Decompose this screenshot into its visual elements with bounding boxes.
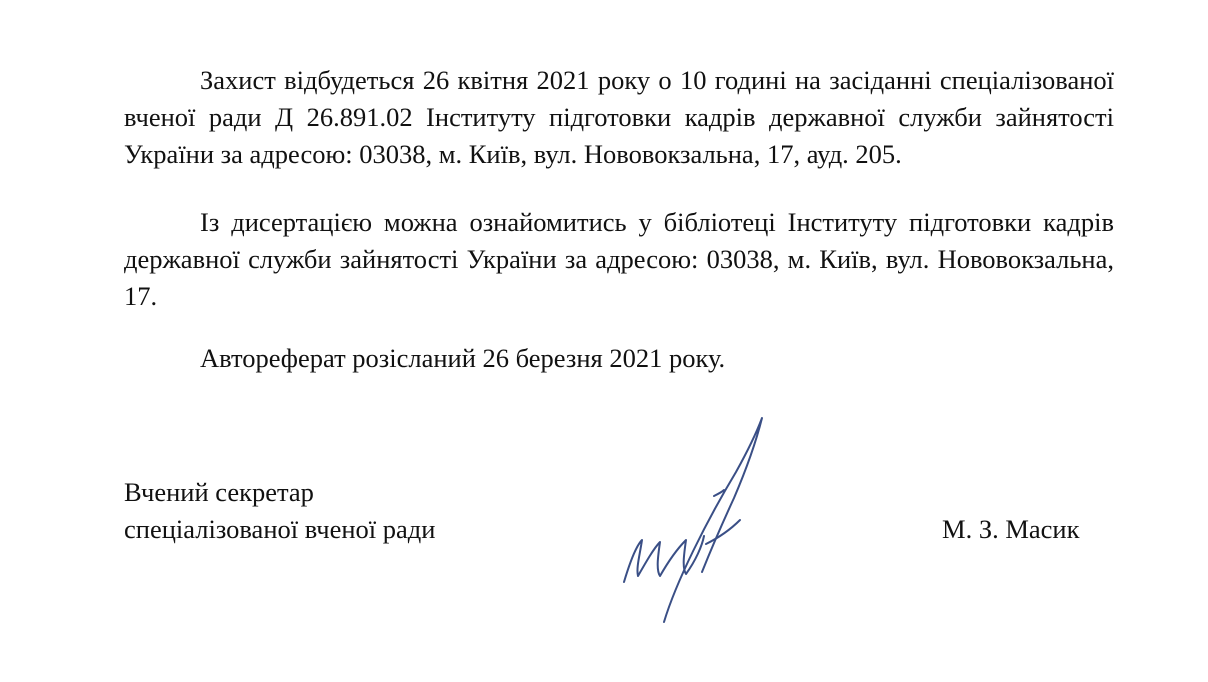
abstract-date-paragraph: Автореферат розісланий 26 березня 2021 року. <box>200 343 726 373</box>
signatory-name: М. З. Масик <box>942 514 1080 544</box>
signatory-title-line1: Вчений секретар <box>124 477 314 507</box>
library-paragraph: Із дисертацією можна ознайомитись у бібліотеці Інституту підготовки кадрів державної служби зайнятості України за адресою: 03038, м. Київ, вул. Нововокзальна, 17. <box>124 207 1114 311</box>
handwritten-signature <box>606 412 776 634</box>
signatory-title-line2: спеціалізованої вченої ради <box>124 514 436 544</box>
signatory-title <box>124 474 435 548</box>
defense-paragraph: Захист відбудеться 26 квітня 2021 року о 10 годині на засіданні спеціалізованої вченої ради Д 26.891.02 Інституту підготовки кадрів державної служби зайнятості України за адресою: 03038, м. Київ, вул. Нововокзальна, 17, ауд. 205. <box>124 65 1114 169</box>
